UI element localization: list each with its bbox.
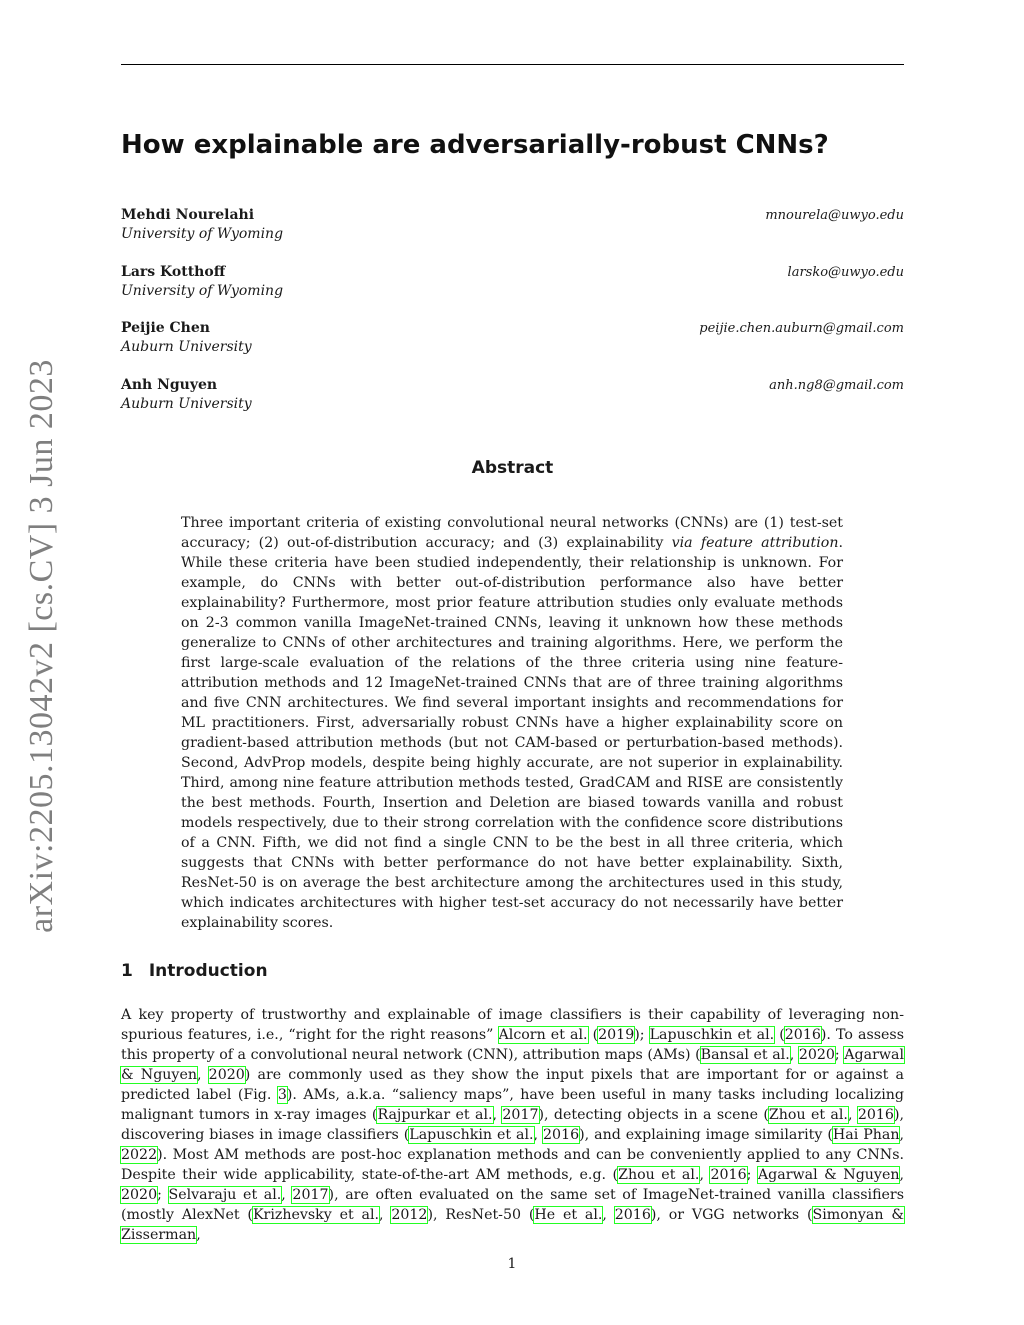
top-rule (121, 64, 904, 65)
intro-text: ( (587, 1027, 599, 1043)
citation-link[interactable]: Simonyan & Zisserman (121, 1207, 904, 1243)
intro-text: , (699, 1167, 711, 1183)
intro-text: , (533, 1127, 544, 1143)
intro-text: , (602, 1207, 615, 1223)
intro-text: ( (774, 1027, 785, 1043)
intro-text: , (899, 1167, 904, 1183)
intro-text: ), or VGG networks ( (650, 1207, 813, 1223)
author-block (121, 206, 904, 244)
abstract-text (181, 513, 843, 933)
author-block (121, 376, 904, 414)
author-email[interactable]: peijie.chen.auburn@gmail.com (699, 321, 904, 336)
citation-link[interactable]: 2022 (121, 1147, 158, 1163)
author-email[interactable]: anh.ng8@gmail.com (769, 378, 904, 393)
intro-text: ), detecting objects in a scene ( (538, 1107, 769, 1123)
citation-link[interactable]: 2017 (292, 1187, 329, 1203)
author-affiliation: Auburn University (121, 396, 252, 412)
arxiv-stamp-text: arXiv:2205.13042v2 [cs.CV] 3 Jun 2023 (23, 359, 60, 933)
intro-text: ), and explaining image similarity ( (579, 1127, 833, 1143)
figure-link[interactable]: 3 (277, 1087, 287, 1103)
intro-text: ). Most AM methods are post-hoc explanation methods and can be conveniently applied to any CNNs. Despite their wide applicability, state-of-the-art AM methods, e.g. ( (121, 1147, 904, 1183)
abstract-text-part: . While these criteria have been studied independently, their relationship is unknown. For example, do CNNs with better out-of-distribution performance also have better explainability? Furthermore, most prior feature attribution studies only evaluate methods on 2-3 common vanilla ImageNet-trained CNNs, leaving it unknown how these methods generalize to CNNs of other architectures and training algorithms. Here, we perform the first large-scale evaluation of the relations of the three criteria using nine feature-attribution methods and 12 ImageNet-trained CNNs that are of three training algorithms and five CNN architectures. We find several important insights and recommendations for ML practitioners. First, adversarially robust CNNs have a higher explainability score on gradient-based attribution methods (but not CAM-based or perturbation-based methods). Second, AdvProp models, despite being highly accurate, are not superior in explainability. Third, among nine feature attribution methods tested, GradCAM and RISE are consistently the best methods. Fourth, Insertion and Deletion are biased towards vanilla and robust models respectively, due to their strong correlation with the confidence score distributions of a CNN. Fifth, we did not find a single CNN to be the best in all three criteria, which suggests that CNNs with better performance do not have better explainability. Sixth, ResNet-50 is on average the best architecture among the architectures used in this study, which indicates architectures with higher test-set accuracy do not necessarily have better explainability scores. (181, 535, 843, 931)
intro-text: ); (634, 1027, 650, 1043)
author-email[interactable]: mnourela@uwyo.edu (765, 208, 904, 223)
author-block (121, 319, 904, 357)
author-block (121, 263, 904, 301)
citation-link[interactable]: Selvaraju et al. (168, 1187, 282, 1203)
intro-text: , (789, 1047, 799, 1063)
citation-link[interactable]: 2016 (614, 1207, 651, 1223)
citation-link[interactable]: Zhou et al. (768, 1107, 848, 1123)
author-affiliation: University of Wyoming (121, 283, 284, 299)
citation-link[interactable]: Agarwal & Nguyen (121, 1047, 904, 1083)
intro-text: ; (157, 1187, 169, 1203)
citation-link[interactable]: Zhou et al. (618, 1167, 700, 1183)
intro-text: , (196, 1067, 209, 1083)
author-name: Mehdi Nourelahi (121, 207, 255, 223)
author-email[interactable]: larsko@uwyo.edu (787, 265, 904, 280)
citation-link[interactable]: Agarwal & Nguyen (757, 1167, 900, 1183)
author-affiliation: University of Wyoming (121, 226, 284, 242)
intro-text: ), discovering biases in image classifiers ( (121, 1107, 904, 1143)
intro-paragraph (121, 1005, 904, 1245)
citation-link[interactable]: 2020 (121, 1187, 158, 1203)
intro-text: A key property of trustworthy and explainable of image classifiers is their capability of leveraging non-spurious features, i.e., “right for the right reasons” (121, 1007, 904, 1043)
author-name: Anh Nguyen (121, 377, 218, 393)
intro-text: , (847, 1107, 858, 1123)
intro-text: , (196, 1227, 201, 1243)
abstract-heading: Abstract (471, 458, 554, 478)
citation-link[interactable]: He et al. (534, 1207, 603, 1223)
section-heading (121, 961, 268, 981)
citation-link[interactable]: 2016 (710, 1167, 747, 1183)
intro-text: , (492, 1107, 503, 1123)
citation-link[interactable]: 2017 (502, 1107, 539, 1123)
citation-link[interactable]: 2012 (391, 1207, 428, 1223)
abstract-emphasis: via feature attribution (671, 535, 839, 551)
intro-text: , (379, 1207, 392, 1223)
citation-link[interactable]: 2019 (598, 1027, 635, 1043)
intro-text: ) are commonly used as they show the input pixels that are important for or against a predicted label (Fig. (121, 1067, 904, 1103)
section-number: 1 (121, 961, 133, 981)
citation-link[interactable]: Alcorn et al. (498, 1027, 588, 1043)
citation-link[interactable]: Hai Phan (832, 1127, 900, 1143)
citation-link[interactable]: 2020 (208, 1067, 245, 1083)
author-name: Peijie Chen (121, 320, 210, 336)
intro-text: ), are often evaluated on the same set of ImageNet-trained vanilla classifiers (mostly AlexNet ( (121, 1187, 904, 1223)
intro-text: ). To assess this property of a convolutional neural network (CNN), attribution maps (AMs) ( (121, 1027, 904, 1063)
author-affiliation: Auburn University (121, 339, 252, 355)
intro-text: ). AMs, a.k.a. “saliency maps”, have been useful in many tasks including localizing malignant tumors in x-ray images ( (121, 1087, 905, 1123)
page-number: 1 (507, 1256, 517, 1272)
author-name: Lars Kotthoff (121, 264, 226, 280)
citation-link[interactable]: 2016 (857, 1107, 894, 1123)
citation-link[interactable]: 2016 (543, 1127, 580, 1143)
citation-link[interactable]: Lapuschkin et al. (649, 1027, 775, 1043)
section-title: Introduction (148, 961, 268, 981)
intro-text: , (281, 1187, 293, 1203)
intro-text: ), ResNet-50 ( (427, 1207, 535, 1223)
citation-link[interactable]: Bansal et al. (700, 1047, 790, 1063)
abstract-text-part: Three important criteria of existing convolutional neural networks (CNNs) are (1) test-set accuracy; (2) out-of-distribution accuracy; and (3) explainability (181, 515, 843, 551)
citation-link[interactable]: Lapuschkin et al. (409, 1127, 534, 1143)
intro-text: ; (834, 1047, 845, 1063)
citation-link[interactable]: Krizhevsky et al. (252, 1207, 380, 1223)
paper-title: How explainable are adversarially-robust CNNs? (121, 130, 829, 160)
intro-text: , (899, 1127, 904, 1143)
citation-link[interactable]: Rajpurkar et al. (377, 1107, 493, 1123)
citation-link[interactable]: 2020 (798, 1047, 835, 1063)
citation-link[interactable]: 2016 (784, 1027, 821, 1043)
intro-text: ; (746, 1167, 758, 1183)
